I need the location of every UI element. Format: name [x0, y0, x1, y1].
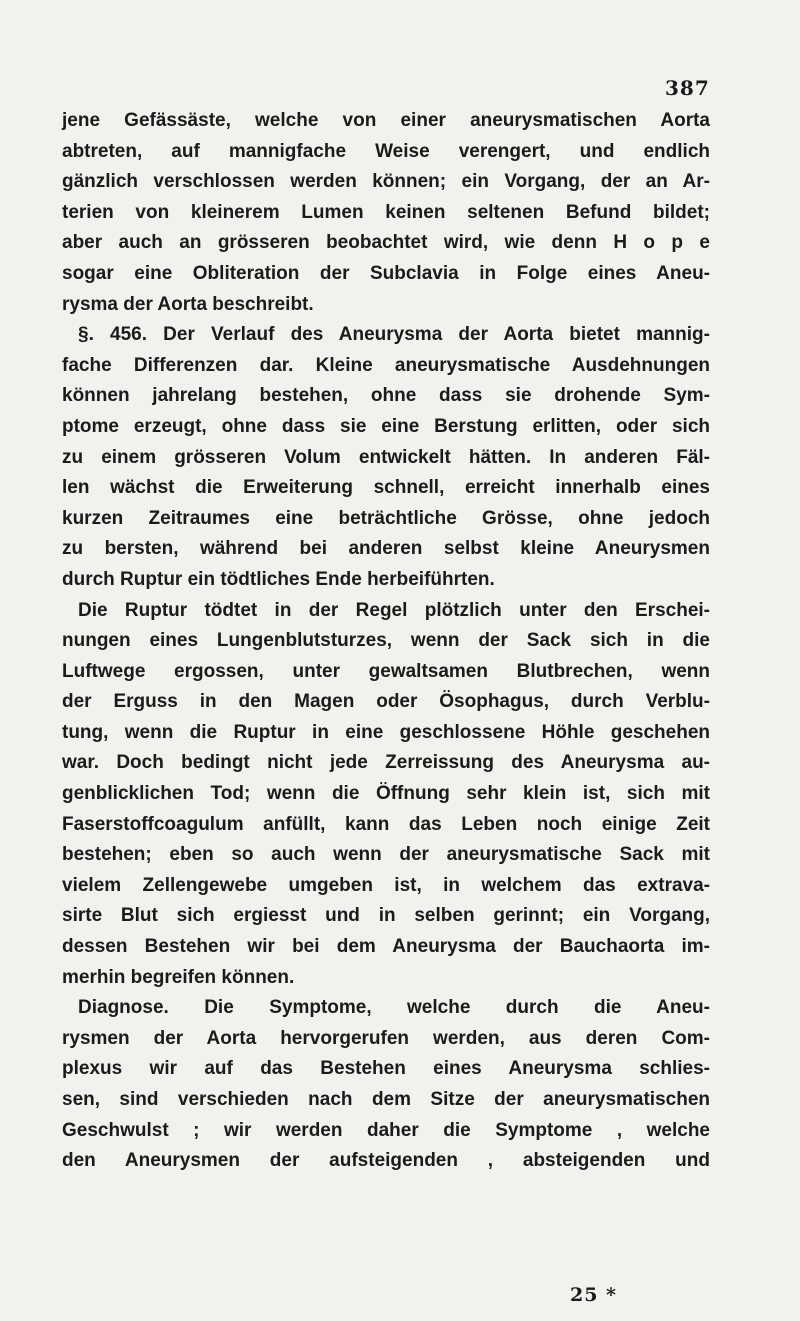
text-line: ptome erzeugt, ohne dass sie eine Berstung erlitten, oder sich	[62, 415, 710, 437]
text-line: len wächst die Erweiterung schnell, erreicht innerhalb eines	[62, 477, 710, 499]
text-line: sogar eine Obliteration der Subclavia in Folge eines Aneu-	[62, 262, 710, 284]
text-line: der Erguss in den Magen oder Ösophagus, durch Verblu-	[62, 691, 710, 713]
text-line: Geschwulst ; wir werden daher die Symptome , welche	[62, 1119, 710, 1141]
text-line: terien von kleinerem Lumen keinen seltenen Befund bildet;	[62, 201, 710, 223]
text-line: aber auch an grösseren beobachtet wird, wie denn H o p e	[62, 232, 710, 254]
text-line: rysmen der Aorta hervorgerufen werden, aus deren Com-	[62, 1027, 710, 1049]
text-line: gänzlich verschlossen werden können; ein Vorgang, der an Ar-	[62, 171, 710, 193]
text-line: können jahrelang bestehen, ohne dass sie drohende Sym-	[62, 385, 710, 407]
text-line: merhin begreifen können.	[62, 966, 295, 988]
text-line: war. Doch bedingt nicht jede Zerreissung des Aneurysma au-	[62, 752, 710, 774]
text-line: fache Differenzen dar. Kleine aneurysmatische Ausdehnungen	[62, 354, 710, 376]
diagnose-heading-line: Diagnose. Die Symptome, welche durch die Aneu-	[78, 997, 710, 1019]
text-line: plexus wir auf das Bestehen eines Aneurysma schlies-	[62, 1058, 710, 1080]
section-heading-line: §. 456. Der Verlauf des Aneurysma der Aorta bietet mannig-	[78, 324, 710, 346]
text-line: bestehen; eben so auch wenn der aneurysmatische Sack mit	[62, 844, 710, 866]
text-line: den Aneurysmen der aufsteigenden , absteigenden und	[62, 1150, 710, 1172]
text-line: durch Ruptur ein tödtliches Ende herbeiführten.	[62, 568, 495, 590]
text-line: dessen Bestehen wir bei dem Aneurysma der Bauchaorta im-	[62, 936, 710, 958]
text-line: tung, wenn die Ruptur in eine geschlossene Höhle geschehen	[62, 721, 710, 743]
text-line: sirte Blut sich ergiesst und in selben gerinnt; ein Vorgang,	[62, 905, 710, 927]
text-line: rysma der Aorta beschreibt.	[62, 293, 314, 315]
text-line: genblicklichen Tod; wenn die Öffnung sehr klein ist, sich mit	[62, 783, 710, 805]
text-line: zu einem grösseren Volum entwickelt hätten. In anderen Fäl-	[62, 446, 710, 468]
printer-signature: 25 *	[570, 1284, 617, 1306]
text-line: nungen eines Lungenblutsturzes, wenn der Sack sich in die	[62, 630, 710, 652]
text-line: vielem Zellengewebe umgeben ist, in welchem das extrava-	[62, 874, 710, 896]
text-line: Luftwege ergossen, unter gewaltsamen Blutbrechen, wenn	[62, 660, 710, 682]
text-line: kurzen Zeitraumes eine beträchtliche Grösse, ohne jedoch	[62, 507, 710, 529]
text-line: jene Gefässäste, welche von einer aneurysmatischen Aorta	[62, 110, 710, 131]
text-line: Die Ruptur tödtet in der Regel plötzlich unter den Erschei-	[78, 599, 710, 621]
text-line: Faserstoffcoagulum anfüllt, kann das Leben noch einige Zeit	[62, 813, 710, 835]
text-line: abtreten, auf mannigfache Weise verengert, und endlich	[62, 140, 710, 162]
page-number: 387	[665, 76, 710, 100]
text-line: zu bersten, während bei anderen selbst kleine Aneurysmen	[62, 538, 710, 560]
text-line: sen, sind verschieden nach dem Sitze der aneurysmatischen	[62, 1089, 710, 1110]
body-text	[62, 106, 710, 1177]
